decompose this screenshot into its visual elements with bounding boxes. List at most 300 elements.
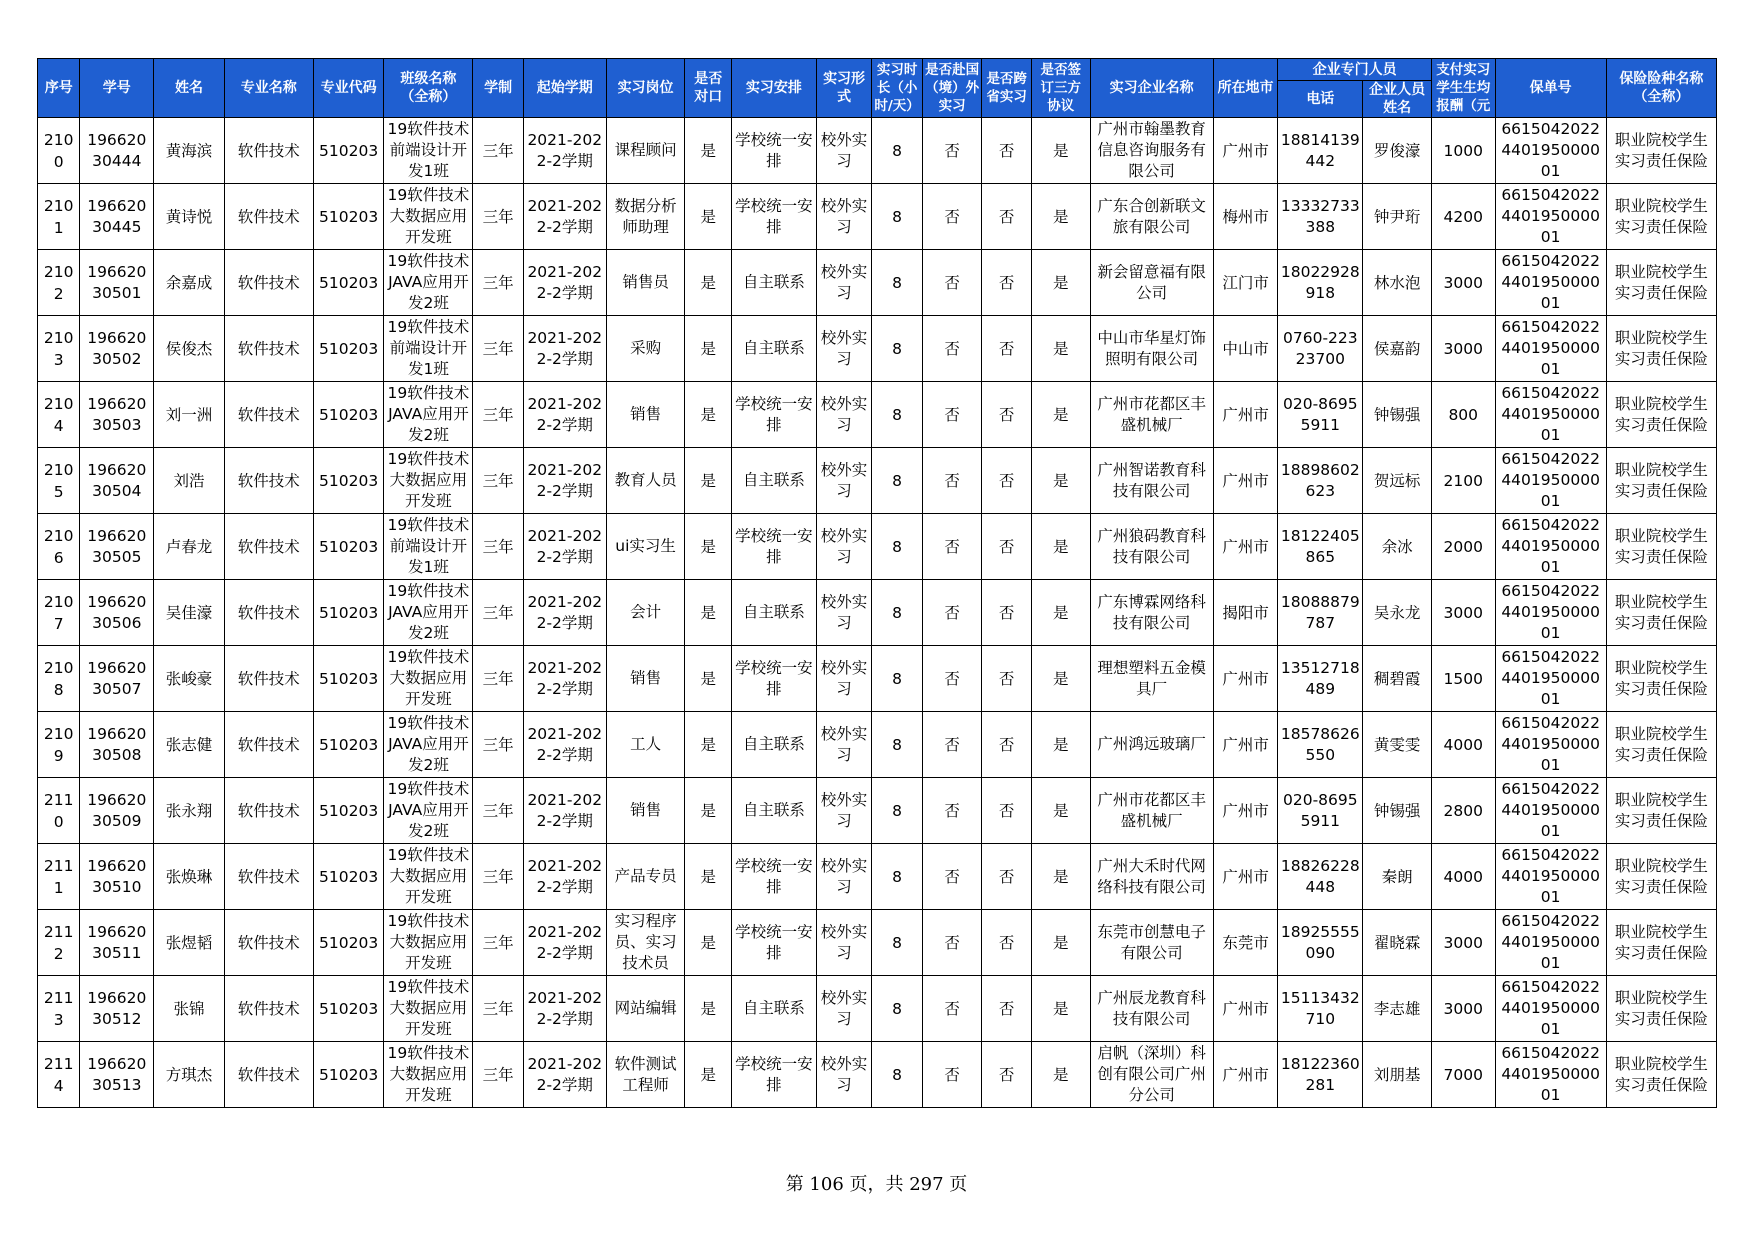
cell-student-id: 19662030509 (80, 778, 154, 844)
cell-city: 中山市 (1213, 316, 1278, 382)
cell-insurance: 职业院校学生实习责任保险 (1606, 118, 1716, 184)
cell-company: 广州市花都区丰盛机械厂 (1090, 382, 1213, 448)
cell-contact-name: 林水泡 (1363, 250, 1432, 316)
cell-student-id: 19662030512 (80, 976, 154, 1042)
cell-abroad: 否 (922, 184, 982, 250)
cell-hours: 8 (872, 646, 923, 712)
cell-position: 数据分析师助理 (606, 184, 685, 250)
cell-tripartite: 是 (1031, 250, 1090, 316)
cell-tripartite: 是 (1031, 976, 1090, 1042)
cell-tripartite: 是 (1031, 1042, 1090, 1108)
cell-hours: 8 (872, 712, 923, 778)
cell-length: 三年 (473, 382, 524, 448)
cell-city: 梅州市 (1213, 184, 1278, 250)
cell-abroad: 否 (922, 316, 982, 382)
cell-pay: 3000 (1431, 580, 1495, 646)
cell-company: 理想塑料五金模具厂 (1090, 646, 1213, 712)
header-abroad: 是否赴国（境）外实习 (922, 59, 982, 118)
cell-arrangement: 学校统一安排 (731, 1042, 816, 1108)
table-row (38, 448, 1717, 514)
cell-arrangement: 学校统一安排 (731, 118, 816, 184)
header-class-name: 班级名称（全称） (384, 59, 473, 118)
cell-arrangement: 学校统一安排 (731, 646, 816, 712)
cell-form: 校外实习 (816, 844, 872, 910)
table-row (38, 910, 1717, 976)
header-major-name: 专业名称 (224, 59, 313, 118)
cell-matched: 是 (685, 118, 731, 184)
cell-city: 广州市 (1213, 844, 1278, 910)
cell-seq: 2114 (38, 1042, 80, 1108)
cell-length: 三年 (473, 118, 524, 184)
cell-class-name: 19软件技术前端设计开发1班 (384, 514, 473, 580)
cell-major-name: 软件技术 (224, 712, 313, 778)
header-city: 所在地市 (1213, 59, 1278, 118)
cell-start-term: 2021-2022-2学期 (523, 514, 606, 580)
cell-position: 课程顾问 (606, 118, 685, 184)
cell-class-name: 19软件技术前端设计开发1班 (384, 316, 473, 382)
cell-start-term: 2021-2022-2学期 (523, 976, 606, 1042)
cell-pay: 3000 (1431, 250, 1495, 316)
cell-student-id: 19662030510 (80, 844, 154, 910)
cell-city: 广州市 (1213, 1042, 1278, 1108)
cell-form: 校外实习 (816, 448, 872, 514)
cell-phone: 13512718489 (1278, 646, 1363, 712)
cell-name: 方琪杰 (154, 1042, 225, 1108)
cell-class-name: 19软件技术JAVA应用开发2班 (384, 382, 473, 448)
cell-class-name: 19软件技术大数据应用开发班 (384, 1042, 473, 1108)
cell-hours: 8 (872, 382, 923, 448)
cell-position: 采购 (606, 316, 685, 382)
cell-phone: 18898602623 (1278, 448, 1363, 514)
cell-major-name: 软件技术 (224, 382, 313, 448)
header-contact-group: 企业专门人员 (1278, 59, 1432, 81)
cell-phone: 18578626550 (1278, 712, 1363, 778)
cell-company: 广州市翰墨教育信息咨询服务有限公司 (1090, 118, 1213, 184)
cell-major-code: 510203 (313, 712, 384, 778)
cell-name: 卢春龙 (154, 514, 225, 580)
cell-company: 广州狼码教育科技有限公司 (1090, 514, 1213, 580)
cell-class-name: 19软件技术大数据应用开发班 (384, 910, 473, 976)
internship-table-container (37, 58, 1717, 1108)
cell-pay: 800 (1431, 382, 1495, 448)
cell-student-id: 19662030505 (80, 514, 154, 580)
cell-major-name: 软件技术 (224, 844, 313, 910)
cell-cross-province: 否 (982, 976, 1032, 1042)
cell-policy-no: 6615042022440195000001 (1495, 1042, 1606, 1108)
cell-seq: 2110 (38, 778, 80, 844)
cell-pay: 4000 (1431, 844, 1495, 910)
cell-policy-no: 6615042022440195000001 (1495, 580, 1606, 646)
header-matched: 是否对口 (685, 59, 731, 118)
cell-contact-name: 黄雯雯 (1363, 712, 1432, 778)
cell-cross-province: 否 (982, 448, 1032, 514)
cell-tripartite: 是 (1031, 580, 1090, 646)
cell-student-id: 19662030502 (80, 316, 154, 382)
cell-hours: 8 (872, 184, 923, 250)
cell-student-id: 19662030504 (80, 448, 154, 514)
cell-tripartite: 是 (1031, 910, 1090, 976)
cell-cross-province: 否 (982, 1042, 1032, 1108)
header-hours: 实习时长（小时/天） (872, 59, 923, 118)
cell-insurance: 职业院校学生实习责任保险 (1606, 1042, 1716, 1108)
cell-length: 三年 (473, 910, 524, 976)
cell-major-name: 软件技术 (224, 514, 313, 580)
cell-hours: 8 (872, 778, 923, 844)
cell-abroad: 否 (922, 976, 982, 1042)
cell-abroad: 否 (922, 580, 982, 646)
cell-student-id: 19662030508 (80, 712, 154, 778)
cell-major-code: 510203 (313, 580, 384, 646)
cell-insurance: 职业院校学生实习责任保险 (1606, 250, 1716, 316)
cell-hours: 8 (872, 514, 923, 580)
cell-form: 校外实习 (816, 382, 872, 448)
cell-phone: 13332733388 (1278, 184, 1363, 250)
cell-hours: 8 (872, 580, 923, 646)
cell-phone: 18814139442 (1278, 118, 1363, 184)
cell-city: 广州市 (1213, 712, 1278, 778)
cell-major-name: 软件技术 (224, 184, 313, 250)
cell-length: 三年 (473, 778, 524, 844)
cell-city: 东莞市 (1213, 910, 1278, 976)
cell-matched: 是 (685, 580, 731, 646)
cell-phone: 18122360281 (1278, 1042, 1363, 1108)
cell-class-name: 19软件技术大数据应用开发班 (384, 844, 473, 910)
header-student-id: 学号 (80, 59, 154, 118)
cell-arrangement: 学校统一安排 (731, 184, 816, 250)
cell-cross-province: 否 (982, 250, 1032, 316)
cell-contact-name: 钟尹珩 (1363, 184, 1432, 250)
cell-student-id: 19662030506 (80, 580, 154, 646)
cell-class-name: 19软件技术大数据应用开发班 (384, 448, 473, 514)
cell-form: 校外实习 (816, 184, 872, 250)
cell-form: 校外实习 (816, 1042, 872, 1108)
cell-major-code: 510203 (313, 382, 384, 448)
cell-pay: 2000 (1431, 514, 1495, 580)
table-row (38, 118, 1717, 184)
cell-contact-name: 稠碧霞 (1363, 646, 1432, 712)
cell-cross-province: 否 (982, 910, 1032, 976)
cell-phone: 18925555090 (1278, 910, 1363, 976)
cell-policy-no: 6615042022440195000001 (1495, 448, 1606, 514)
cell-arrangement: 自主联系 (731, 976, 816, 1042)
cell-pay: 4200 (1431, 184, 1495, 250)
cell-cross-province: 否 (982, 382, 1032, 448)
cell-company: 广东合创新联文旅有限公司 (1090, 184, 1213, 250)
header-length: 学制 (473, 59, 524, 118)
cell-policy-no: 6615042022440195000001 (1495, 976, 1606, 1042)
cell-hours: 8 (872, 910, 923, 976)
table-body (38, 118, 1717, 1108)
cell-arrangement: 自主联系 (731, 778, 816, 844)
cell-arrangement: 学校统一安排 (731, 844, 816, 910)
cell-company: 东莞市创慧电子有限公司 (1090, 910, 1213, 976)
cell-pay: 2800 (1431, 778, 1495, 844)
header-position: 实习岗位 (606, 59, 685, 118)
cell-major-code: 510203 (313, 844, 384, 910)
table-row (38, 646, 1717, 712)
cell-class-name: 19软件技术JAVA应用开发2班 (384, 712, 473, 778)
header-start-term: 起始学期 (523, 59, 606, 118)
cell-hours: 8 (872, 250, 923, 316)
cell-major-code: 510203 (313, 646, 384, 712)
cell-student-id: 19662030444 (80, 118, 154, 184)
cell-city: 广州市 (1213, 778, 1278, 844)
cell-major-name: 软件技术 (224, 580, 313, 646)
table-row (38, 250, 1717, 316)
cell-pay: 3000 (1431, 316, 1495, 382)
cell-length: 三年 (473, 448, 524, 514)
cell-pay: 4000 (1431, 712, 1495, 778)
cell-arrangement: 自主联系 (731, 712, 816, 778)
table-header (38, 59, 1717, 118)
cell-student-id: 19662030501 (80, 250, 154, 316)
cell-seq: 2112 (38, 910, 80, 976)
cell-name: 张锦 (154, 976, 225, 1042)
cell-major-name: 软件技术 (224, 448, 313, 514)
header-contact-name: 企业人员姓名 (1363, 81, 1432, 118)
cell-class-name: 19软件技术JAVA应用开发2班 (384, 778, 473, 844)
cell-major-code: 510203 (313, 316, 384, 382)
cell-form: 校外实习 (816, 316, 872, 382)
cell-position: 销售员 (606, 250, 685, 316)
cell-matched: 是 (685, 382, 731, 448)
cell-length: 三年 (473, 250, 524, 316)
cell-city: 广州市 (1213, 448, 1278, 514)
cell-insurance: 职业院校学生实习责任保险 (1606, 778, 1716, 844)
header-arrangement: 实习安排 (731, 59, 816, 118)
cell-cross-province: 否 (982, 646, 1032, 712)
table-row (38, 580, 1717, 646)
cell-name: 刘浩 (154, 448, 225, 514)
cell-contact-name: 李志雄 (1363, 976, 1432, 1042)
cell-abroad: 否 (922, 250, 982, 316)
header-insurance: 保险险种名称（全称） (1606, 59, 1716, 118)
cell-tripartite: 是 (1031, 646, 1090, 712)
header-cross-province: 是否跨省实习 (982, 59, 1032, 118)
cell-seq: 2107 (38, 580, 80, 646)
cell-cross-province: 否 (982, 580, 1032, 646)
cell-major-name: 软件技术 (224, 1042, 313, 1108)
cell-contact-name: 刘朋基 (1363, 1042, 1432, 1108)
cell-position: 实习程序员、实习技术员 (606, 910, 685, 976)
cell-company: 广州大禾时代网络科技有限公司 (1090, 844, 1213, 910)
cell-start-term: 2021-2022-2学期 (523, 382, 606, 448)
cell-contact-name: 余冰 (1363, 514, 1432, 580)
cell-company: 广州智诺教育科技有限公司 (1090, 448, 1213, 514)
cell-position: 工人 (606, 712, 685, 778)
cell-hours: 8 (872, 1042, 923, 1108)
cell-start-term: 2021-2022-2学期 (523, 1042, 606, 1108)
cell-seq: 2111 (38, 844, 80, 910)
table-row (38, 184, 1717, 250)
cell-pay: 3000 (1431, 910, 1495, 976)
cell-company: 启帆（深圳）科创有限公司广州分公司 (1090, 1042, 1213, 1108)
cell-matched: 是 (685, 1042, 731, 1108)
cell-major-code: 510203 (313, 1042, 384, 1108)
cell-abroad: 否 (922, 1042, 982, 1108)
cell-company: 广东博霖网络科技有限公司 (1090, 580, 1213, 646)
cell-position: 产品专员 (606, 844, 685, 910)
cell-abroad: 否 (922, 448, 982, 514)
cell-start-term: 2021-2022-2学期 (523, 580, 606, 646)
cell-class-name: 19软件技术JAVA应用开发2班 (384, 250, 473, 316)
cell-matched: 是 (685, 910, 731, 976)
cell-start-term: 2021-2022-2学期 (523, 448, 606, 514)
cell-seq: 2103 (38, 316, 80, 382)
cell-company: 广州辰龙教育科技有限公司 (1090, 976, 1213, 1042)
cell-form: 校外实习 (816, 712, 872, 778)
cell-seq: 2109 (38, 712, 80, 778)
cell-class-name: 19软件技术大数据应用开发班 (384, 976, 473, 1042)
cell-contact-name: 侯嘉韵 (1363, 316, 1432, 382)
table-row (38, 778, 1717, 844)
cell-position: 销售 (606, 382, 685, 448)
cell-major-name: 软件技术 (224, 976, 313, 1042)
cell-policy-no: 6615042022440195000001 (1495, 184, 1606, 250)
cell-tripartite: 是 (1031, 844, 1090, 910)
cell-arrangement: 学校统一安排 (731, 514, 816, 580)
cell-company: 广州鸿远玻璃厂 (1090, 712, 1213, 778)
cell-city: 广州市 (1213, 646, 1278, 712)
cell-abroad: 否 (922, 118, 982, 184)
cell-start-term: 2021-2022-2学期 (523, 646, 606, 712)
cell-form: 校外实习 (816, 646, 872, 712)
cell-hours: 8 (872, 118, 923, 184)
cell-pay: 3000 (1431, 976, 1495, 1042)
cell-seq: 2113 (38, 976, 80, 1042)
cell-city: 揭阳市 (1213, 580, 1278, 646)
cell-policy-no: 6615042022440195000001 (1495, 646, 1606, 712)
cell-major-code: 510203 (313, 514, 384, 580)
cell-form: 校外实习 (816, 250, 872, 316)
cell-insurance: 职业院校学生实习责任保险 (1606, 580, 1716, 646)
cell-pay: 7000 (1431, 1042, 1495, 1108)
cell-matched: 是 (685, 514, 731, 580)
cell-contact-name: 贺远标 (1363, 448, 1432, 514)
cell-insurance: 职业院校学生实习责任保险 (1606, 448, 1716, 514)
cell-hours: 8 (872, 976, 923, 1042)
cell-length: 三年 (473, 184, 524, 250)
header-company: 实习企业名称 (1090, 59, 1213, 118)
cell-city: 江门市 (1213, 250, 1278, 316)
cell-pay: 1000 (1431, 118, 1495, 184)
cell-tripartite: 是 (1031, 118, 1090, 184)
cell-matched: 是 (685, 316, 731, 382)
cell-form: 校外实习 (816, 778, 872, 844)
cell-cross-province: 否 (982, 316, 1032, 382)
cell-position: 教育人员 (606, 448, 685, 514)
cell-insurance: 职业院校学生实习责任保险 (1606, 514, 1716, 580)
cell-seq: 2102 (38, 250, 80, 316)
cell-major-code: 510203 (313, 976, 384, 1042)
cell-contact-name: 秦朗 (1363, 844, 1432, 910)
page-footer: 第 106 页，共 297 页 (785, 1174, 968, 1195)
cell-city: 广州市 (1213, 976, 1278, 1042)
cell-name: 张峻豪 (154, 646, 225, 712)
cell-seq: 2104 (38, 382, 80, 448)
cell-hours: 8 (872, 316, 923, 382)
cell-pay: 1500 (1431, 646, 1495, 712)
cell-major-name: 软件技术 (224, 910, 313, 976)
cell-insurance: 职业院校学生实习责任保险 (1606, 844, 1716, 910)
header-major-code: 专业代码 (313, 59, 384, 118)
cell-position: ui实习生 (606, 514, 685, 580)
cell-contact-name: 罗俊濠 (1363, 118, 1432, 184)
cell-student-id: 19662030507 (80, 646, 154, 712)
cell-policy-no: 6615042022440195000001 (1495, 250, 1606, 316)
cell-student-id: 19662030511 (80, 910, 154, 976)
header-phone: 电话 (1278, 81, 1363, 118)
header-seq: 序号 (38, 59, 80, 118)
cell-class-name: 19软件技术JAVA应用开发2班 (384, 580, 473, 646)
cell-major-name: 软件技术 (224, 316, 313, 382)
header-form: 实习形式 (816, 59, 872, 118)
cell-tripartite: 是 (1031, 514, 1090, 580)
cell-major-code: 510203 (313, 448, 384, 514)
cell-length: 三年 (473, 712, 524, 778)
cell-arrangement: 自主联系 (731, 250, 816, 316)
cell-major-name: 软件技术 (224, 250, 313, 316)
cell-policy-no: 6615042022440195000001 (1495, 844, 1606, 910)
cell-pay: 2100 (1431, 448, 1495, 514)
cell-matched: 是 (685, 184, 731, 250)
cell-abroad: 否 (922, 844, 982, 910)
cell-arrangement: 学校统一安排 (731, 382, 816, 448)
table-row (38, 976, 1717, 1042)
cell-matched: 是 (685, 976, 731, 1042)
cell-insurance: 职业院校学生实习责任保险 (1606, 184, 1716, 250)
cell-insurance: 职业院校学生实习责任保险 (1606, 646, 1716, 712)
cell-phone: 020-86955911 (1278, 778, 1363, 844)
cell-matched: 是 (685, 844, 731, 910)
cell-city: 广州市 (1213, 382, 1278, 448)
cell-length: 三年 (473, 1042, 524, 1108)
cell-company: 新会留意福有限公司 (1090, 250, 1213, 316)
cell-position: 软件测试工程师 (606, 1042, 685, 1108)
cell-arrangement: 自主联系 (731, 316, 816, 382)
cell-position: 销售 (606, 646, 685, 712)
cell-contact-name: 钟锡强 (1363, 778, 1432, 844)
cell-matched: 是 (685, 250, 731, 316)
cell-name: 余嘉成 (154, 250, 225, 316)
cell-phone: 18826228448 (1278, 844, 1363, 910)
cell-seq: 2106 (38, 514, 80, 580)
cell-start-term: 2021-2022-2学期 (523, 316, 606, 382)
cell-seq: 2101 (38, 184, 80, 250)
cell-major-code: 510203 (313, 250, 384, 316)
cell-seq: 2108 (38, 646, 80, 712)
cell-major-name: 软件技术 (224, 778, 313, 844)
cell-policy-no: 6615042022440195000001 (1495, 778, 1606, 844)
cell-name: 黄海滨 (154, 118, 225, 184)
cell-form: 校外实习 (816, 910, 872, 976)
cell-start-term: 2021-2022-2学期 (523, 910, 606, 976)
cell-class-name: 19软件技术大数据应用开发班 (384, 184, 473, 250)
cell-start-term: 2021-2022-2学期 (523, 250, 606, 316)
cell-company: 广州市花都区丰盛机械厂 (1090, 778, 1213, 844)
cell-major-code: 510203 (313, 184, 384, 250)
table-row (38, 1042, 1717, 1108)
cell-seq: 2100 (38, 118, 80, 184)
cell-policy-no: 6615042022440195000001 (1495, 514, 1606, 580)
cell-length: 三年 (473, 844, 524, 910)
cell-abroad: 否 (922, 514, 982, 580)
cell-policy-no: 6615042022440195000001 (1495, 118, 1606, 184)
cell-city: 广州市 (1213, 118, 1278, 184)
cell-phone: 18122405865 (1278, 514, 1363, 580)
header-tripartite: 是否签订三方协议 (1031, 59, 1090, 118)
cell-phone: 18022928918 (1278, 250, 1363, 316)
